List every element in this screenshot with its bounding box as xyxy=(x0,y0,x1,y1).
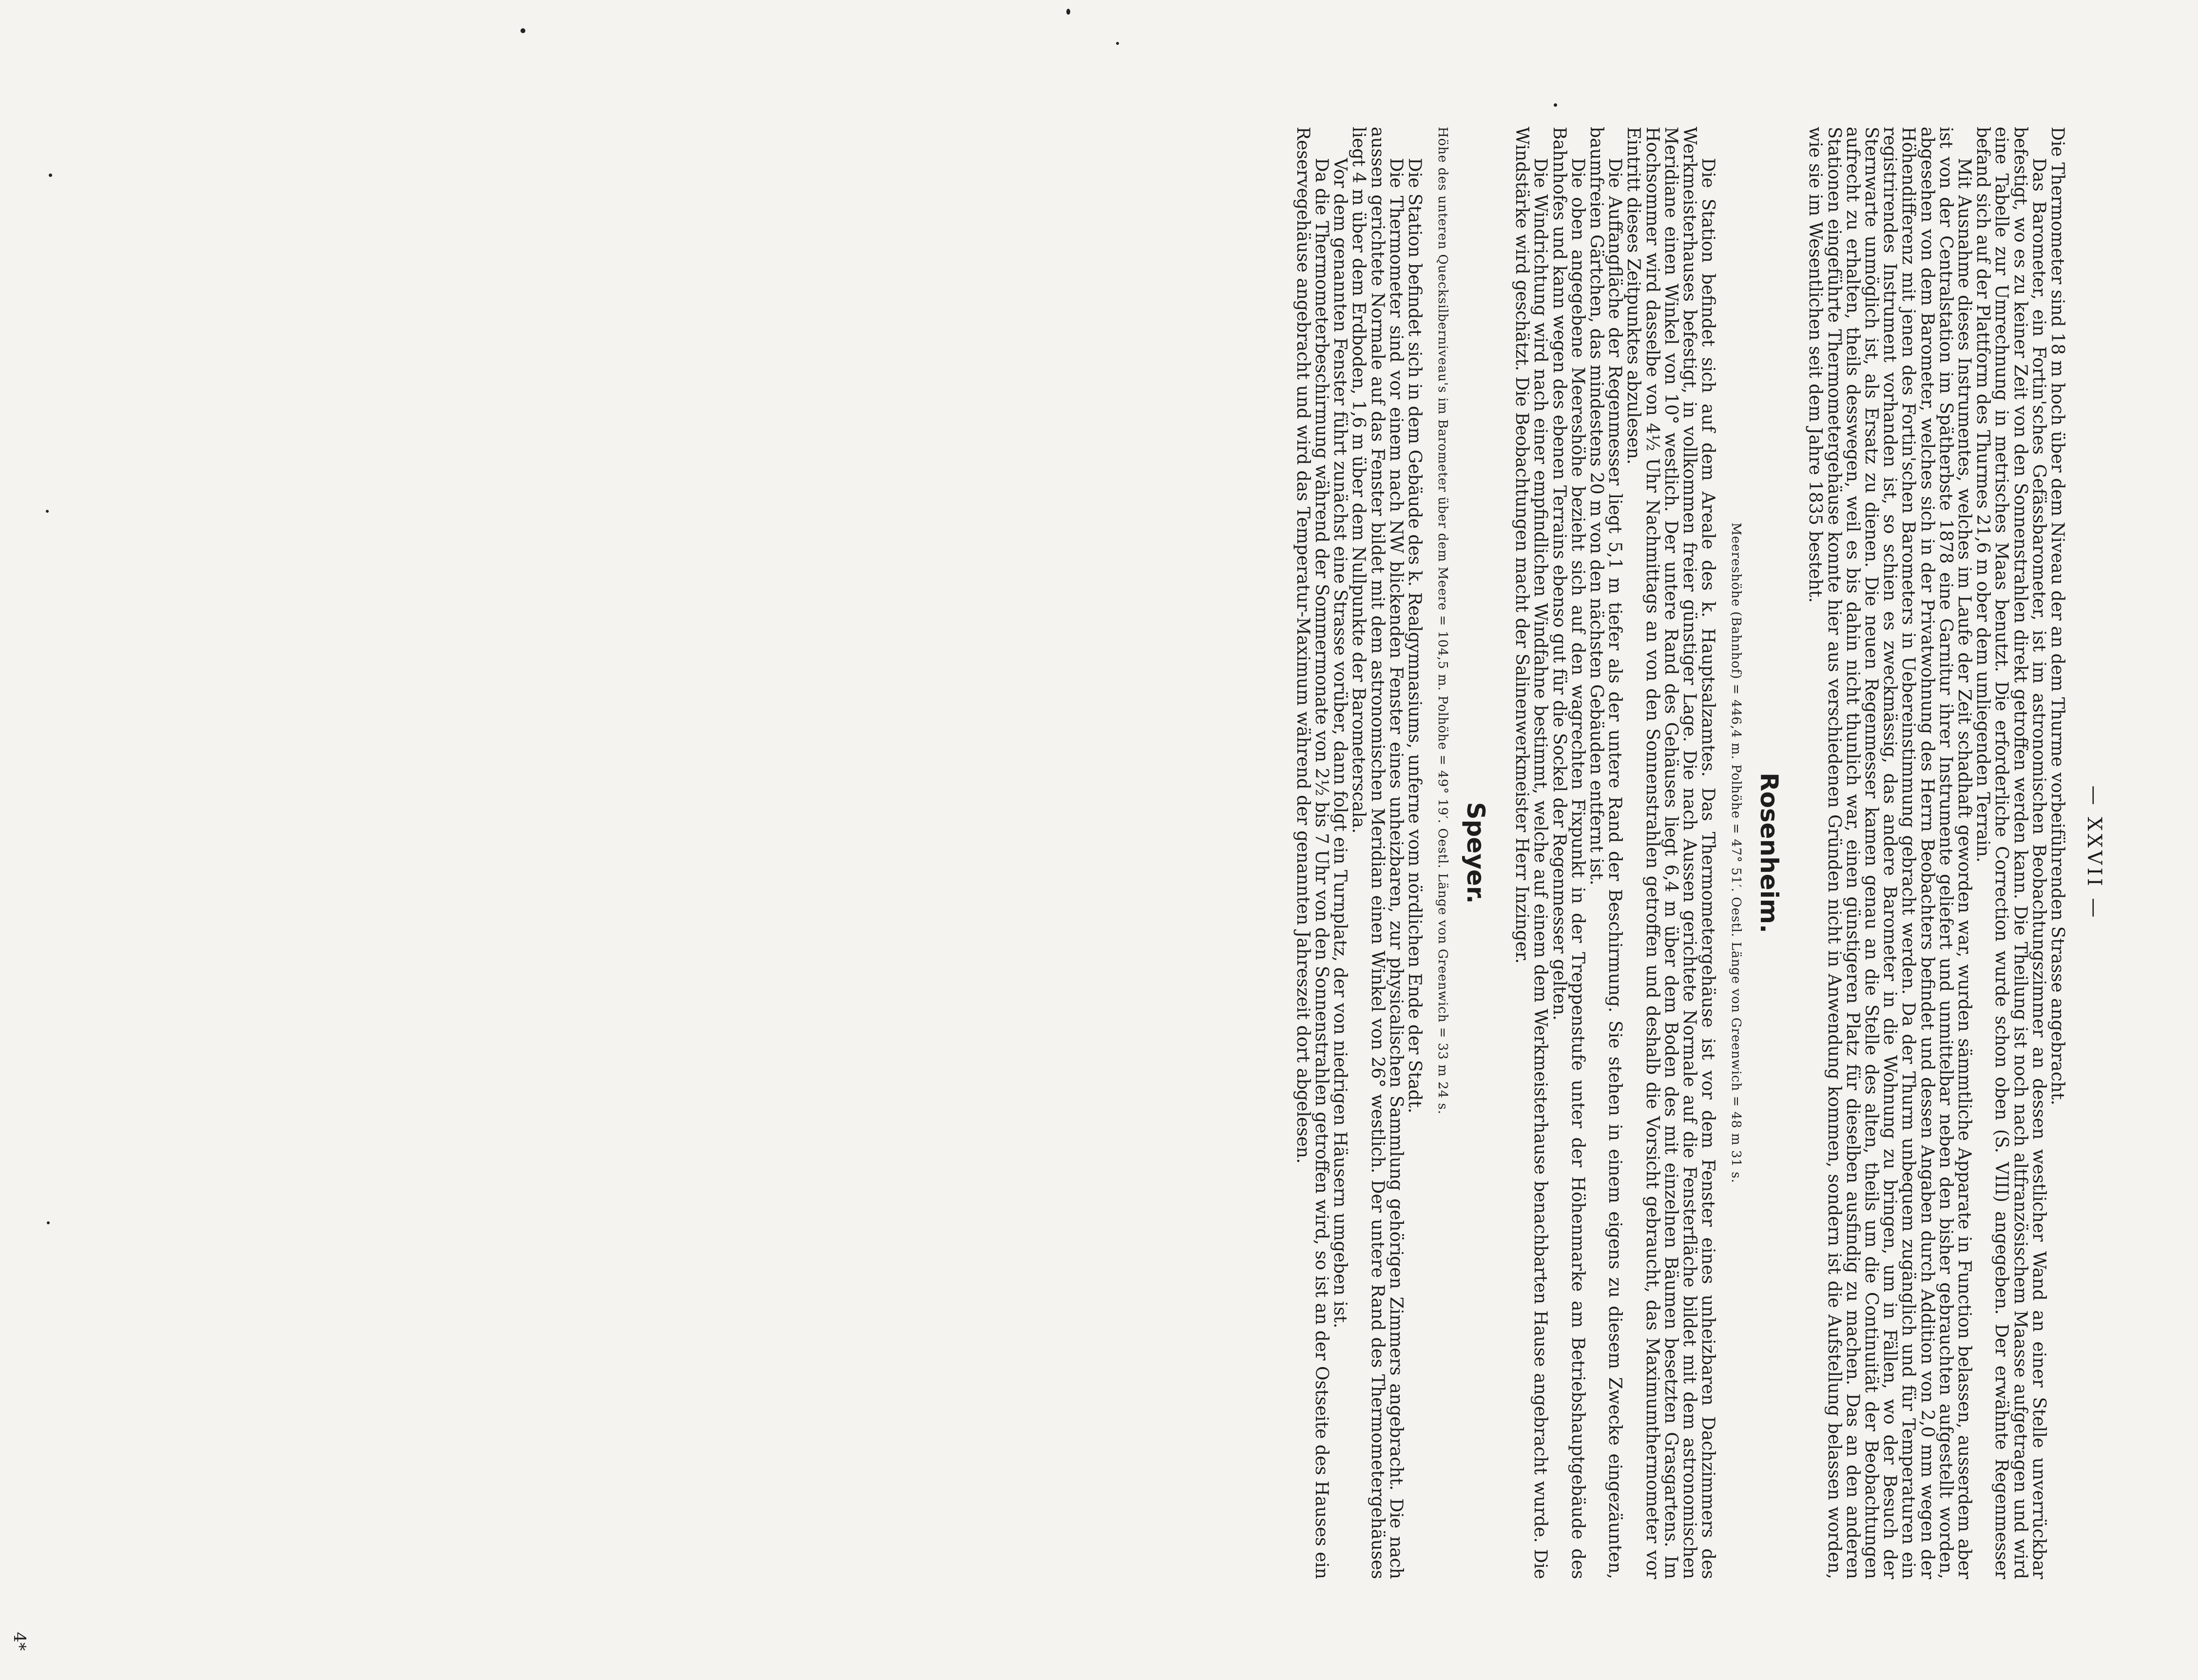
intro-paragraph-2: Das Barometer, ein Fortin'sches Gefässbarometer, ist im astronomischen Beobachtungszimmer an dessen westlicher Wand an einer Stelle unverrückbar befestigt, wo es zu keiner Zeit von den Sonnenstrahlen direkt getroffen werden kann. Die Theilung ist noch nach altfranzösischem Maasse aufgetragen und wird eine Tabelle zur Umrechnung in metrisches Maas benutzt. Die erforderliche Correction wurde schon oben (S. VIII) angegeben. Der erwähnte Regenmesser befand sich auf der Plattform des Thurmes 21,6 m ober dem umliegenden Terrain. xyxy=(1973,127,2049,1579)
intro-paragraph-1: Die Thermometer sind 18 m hoch über dem Niveau der an dem Thurme vorbeiführenden Strasse angebracht. xyxy=(2047,127,2067,1105)
speyer-paragraph-4: Da die Thermometerbeschirmung während der Sommermonate von 2½ bis 7 Uhr von den Sonnenstrahlen getroffen wird, so ist an der Ostseite des Hauses ein Reservegehäuse angebracht und wird das Temperatur-Maximum während der genannten Jahreszeit dort abgelesen. xyxy=(1292,127,1331,1579)
rosenheim-paragraph-1: Die Station befindet sich auf dem Areale des k. Hauptsalzamtes. Das Thermometergehäuse ist vor dem Fenster eines unheizbaren Dachzimmers des Werkmeisterhauses befestigt, in vollkommen freier günstiger Lage. Die nach Aussen gerichtete Normale auf die Fensterfläche bildet mit dem astronomischen Meridiane einen Winkel von 10° westlich. Der untere Rand des Gehäuses liegt 6,4 m über dem Boden des mit einzelnen Bäumen besetzten Grasgartens. Im Hochsommer wird dasselbe von 4½ Uhr Nachmittags an von den Sonnenstrahlen getroffen und deshalb die Vorsicht gebraucht, das Maximumthermometer vor Eintritt dieses Zeitpunktes abzulesen. xyxy=(1623,127,1718,1579)
page-content xyxy=(68,127,2105,1579)
scan-speck xyxy=(47,1221,50,1224)
speyer-station-data: Höhe des unteren Quecksilberniveau's im Barometer über dem Meere = 104,5 m. Polhöhe = 49° 19′. Oestl. Länge von Greenwich = 33 m 24 s. xyxy=(1435,127,1450,1115)
rosenheim-paragraph-4: Die Windrichtung wird nach einer empfindlichen Windfahne bestimmt, welche auf einem dem Werkmeisterhause benachbarten Hause angebracht wurde. Die Windstärke wird geschätzt. Die Beobachtungen macht der Salinenwerkmeister Herr Inzinger. xyxy=(1512,127,1551,1579)
section-title-rosenheim: Rosenheim. xyxy=(1755,772,1784,933)
rosenheim-paragraph-2: Die Auffangfläche der Regenmesser liegt 5,1 m tiefer als der untere Rand der Beschirmung. Sie stehen in einem eigens zu diesem Zwecke eingezäunten, baumfreien Gärtchen, das mindestens 20 m von den nächsten Gebäuden entfernt ist. xyxy=(1586,127,1625,1579)
scan-speck xyxy=(1066,9,1070,15)
scan-speck xyxy=(49,174,52,177)
rosenheim-station-data: Meereshöhe (Bahnhof) = 446,4 m. Polhöhe = 47° 51′. Oestl. Länge von Greenwich = 48 m 31 s. xyxy=(1729,522,1744,1183)
rosenheim-paragraph-3: Die oben angegebene Meereshöhe bezieht sich auf den wagrechten Fixpunkt in der Treppenstufe unter der Höhenmarke am Betriebshauptgebäude des Bahnhofes und kann wegen des ebenen Terrains ebenso gut für die Sockel der Regenmesser gelten. xyxy=(1549,127,1588,1579)
section-title-speyer: Speyer. xyxy=(1461,802,1490,904)
scan-speck xyxy=(46,510,49,513)
intro-paragraph-3: Mit Ausnahme dieses Instrumentes, welches im Laufe der Zeit schadhaft geworden war, wurden sämmtliche Apparate in Function belassen, ausserdem aber ist von der Centralstation im Spätherbste 1878 eine Garnitur ihrer Instrumente geliefert und unmittelbar neben den bisher gebrauchten aufgestellt worden, abgesehen von dem Barometer, welches sich in der Privatwohnung des Herrn Beobachters befindet und dessen Angaben durch Addition von 2,0 mm wegen der Höhendifferenz mit jenen des Fortin'schen Barometers in Uebereinstimmung gebracht werden. Da der Thurm unbequem zugänglich und für Temperaturen ein registrirendes Instrument vorhanden ist, so schien es zweckmässig, das andere Barometer in die Wohnung zu bringen, um in Fällen, wo der Besuch der Sternwarte unmöglich ist, als Ersatz zu dienen. Die neuen Regenmesser kamen genau an die Stelle des alten, theils um die Continuität der Beobachtungen aufrecht zu erhalten, theils desswegen, weil es bis dahin nicht thunlich war, einen günstigeren Platz für dieselben ausfindig zu machen. Das an den anderen Stationen eingeführte Thermometergehäuse konnte hier aus verschiedenen Gründen nicht in Anwendung kommen, sondern ist die Aufstellung belassen worden, wie sie im Wesentlichen seit dem Jahre 1835 besteht. xyxy=(1805,127,1974,1579)
speyer-paragraph-2: Die Thermometer sind vor einem nach NW blickenden Fenster eines unheizbaren, zur physicalischen Sammlung gehörigen Zimmers angebracht. Die nach aussen gerichtete Normale auf das Fenster bildet mit dem astronomischen Meridian einen Winkel von 26° westlich. Der untere Rand des Thermometergehäuses liegt 4 m über dem Erdboden, 1,6 m über dem Nullpunkte der Barometerscala. xyxy=(1349,127,1406,1579)
speyer-paragraph-1: Die Station befindet sich in dem Gebäude des k. Realgymnasiums, unferne vom nördlichen Ende der Stadt. xyxy=(1404,158,1425,1114)
scan-speck xyxy=(521,28,525,33)
scan-speck xyxy=(1116,42,1119,45)
speyer-paragraph-3: Vor dem genannten Fenster führt zunächst eine Strasse vorüber, dann folgt ein Turnplatz, der von niedrigen Häusern umgeben ist. xyxy=(1330,158,1350,1329)
page-number: 4* xyxy=(10,1632,29,1651)
scan-speck xyxy=(1554,103,1557,107)
page-header: — XXVII — xyxy=(2083,785,2105,921)
